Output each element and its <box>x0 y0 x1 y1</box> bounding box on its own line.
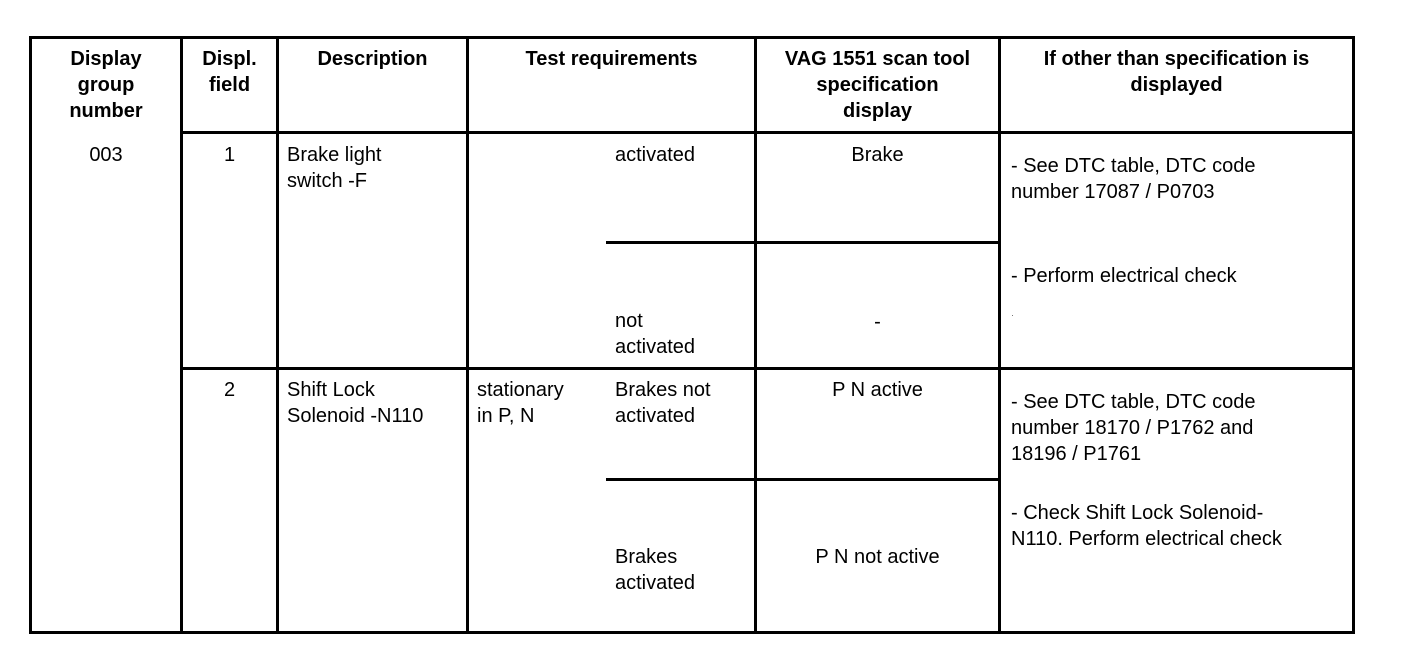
group-number-value: 003 <box>89 144 123 166</box>
column-divider <box>276 36 279 634</box>
column-divider <box>180 36 183 634</box>
row-2-display-b: P N not active <box>815 546 940 568</box>
row-2-remedy-dtc: - See DTC table, DTC code number 18170 / P1762 and 18196 / P1761 <box>1011 391 1256 465</box>
row-2-conditions: stationary in P, N <box>477 379 564 427</box>
header-description: Description <box>317 48 428 70</box>
header-field: Displ. field <box>202 48 257 96</box>
header-divider <box>180 131 1355 134</box>
row-2-remedy-check: - Check Shift Lock Solenoid- N110. Perform electrical check <box>1011 502 1282 550</box>
header-group-number: Display group number <box>69 48 143 122</box>
row-2-description: Shift Lock Solenoid -N110 <box>287 379 424 427</box>
table-border-top <box>29 36 1355 39</box>
row-1-requirement-a: activated <box>615 144 696 166</box>
row-1-display-b: - <box>874 311 881 333</box>
table-border-bottom <box>29 631 1355 634</box>
sub-row-divider <box>606 478 999 481</box>
row-1-description: Brake light switch -F <box>287 144 382 192</box>
row-2-field: 2 <box>223 379 236 401</box>
row-1-display-a: Brake <box>851 144 904 166</box>
row-1-field: 1 <box>223 144 236 166</box>
column-divider <box>998 36 1001 634</box>
row-2-display-a: P N active <box>832 379 923 401</box>
table-border-right <box>1352 36 1355 634</box>
row-divider <box>180 367 1355 370</box>
header-spec-display: VAG 1551 scan tool specification display <box>784 48 971 122</box>
row-1-remedy-dtc: - See DTC table, DTC code number 17087 / P0703 <box>1011 155 1256 203</box>
table-border-left <box>29 36 32 634</box>
header-test-requirements: Test requirements <box>525 48 698 70</box>
scan-speck <box>1012 315 1013 316</box>
row-2-requirement-b: Brakes activated <box>615 546 696 594</box>
row-1-requirement-b: not activated <box>615 310 696 358</box>
column-divider <box>466 36 469 634</box>
header-other-than-spec: If other than specification is displayed <box>1043 48 1310 96</box>
row-1-remedy-check: - Perform electrical check <box>1011 265 1237 287</box>
sub-row-divider <box>606 241 999 244</box>
row-2-requirement-a: Brakes not activated <box>615 379 711 427</box>
